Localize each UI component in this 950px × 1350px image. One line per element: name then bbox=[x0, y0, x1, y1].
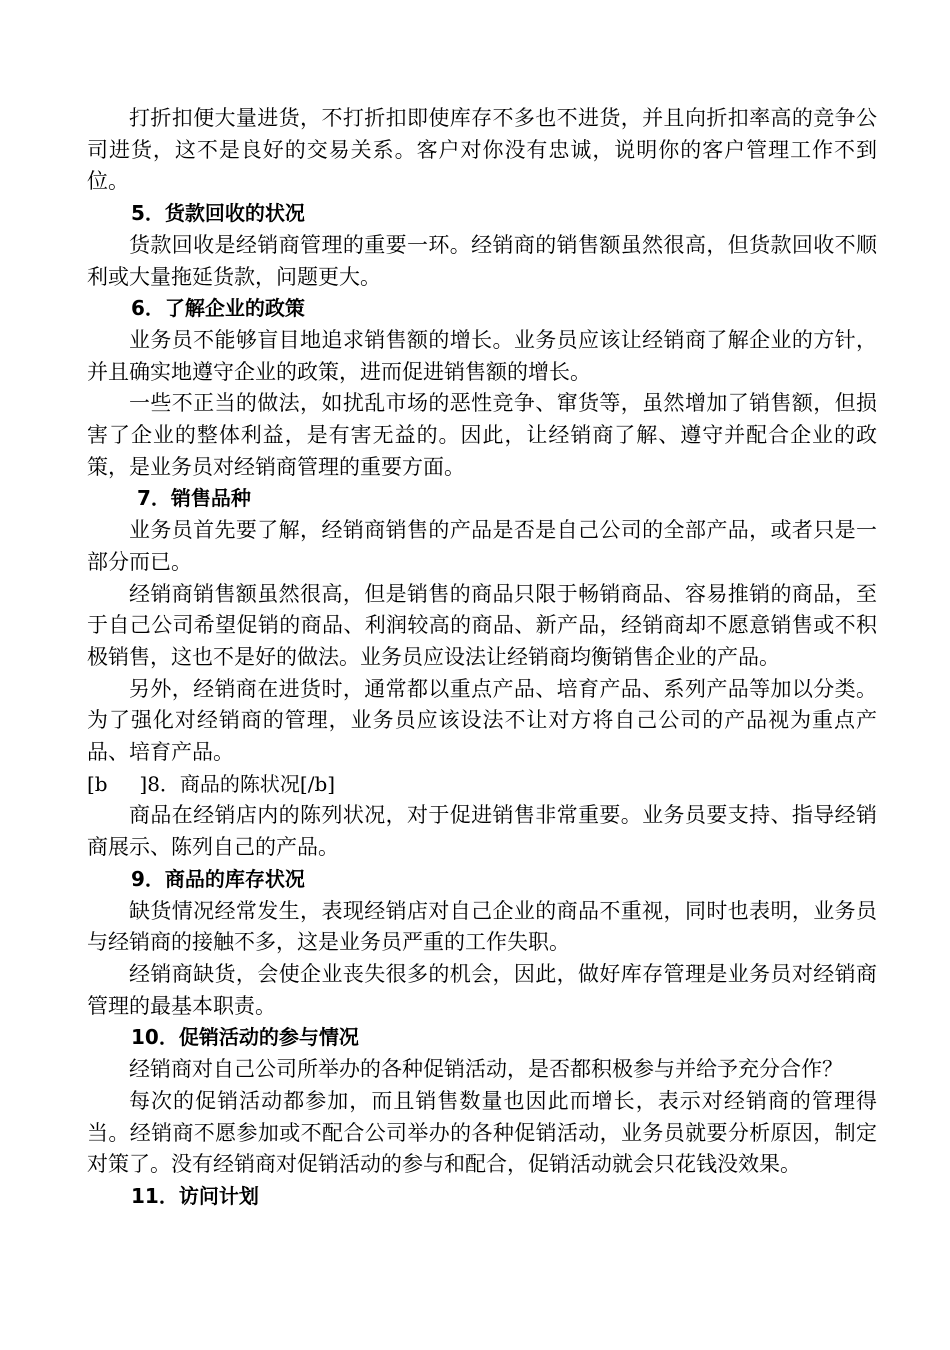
paragraph-sales-variety-1: 业务员首先要了解，经销商销售的产品是否是自己公司的全部产品，或者只是一部分而已。 bbox=[87, 518, 877, 574]
heading-visit-plan: 11．访问计划 bbox=[131, 1183, 259, 1208]
paragraph-company-policy-1: 业务员不能够盲目地追求销售额的增长。业务员应该让经销商了解企业的方针，并且确实地遵守企业的政策，进而促进销售额的增长。 bbox=[87, 327, 877, 384]
paragraph-sales-variety-3: 另外，经销商在进货时，通常都以重点产品、培育产品、系列产品等加以分类。为了强化对经销商的管理，业务员应该设法不让对方将自己公司的产品视为重点产品、培育产品。 bbox=[87, 676, 877, 765]
document-page bbox=[87, 103, 877, 1213]
heading-company-policy: 6．了解企业的政策 bbox=[131, 296, 305, 321]
heading-sales-variety: 7．销售品种 bbox=[137, 486, 251, 511]
heading-promotion-participation: 10．促销活动的参与情况 bbox=[131, 1025, 359, 1050]
heading-payment-collection: 5．货款回收的状况 bbox=[131, 201, 305, 226]
paragraph-company-policy-2: 一些不正当的做法，如扰乱市场的恶性竞争、窜货等，虽然增加了销售额，但损害了企业的整体利益，是有害无益的。因此，让经销商了解、遵守并配合企业的政策，是业务员对经销商管理的重要方面。 bbox=[87, 391, 877, 479]
paragraph-inventory-status-1: 缺货情况经常发生，表现经销店对自己企业的商品不重视，同时也表明，业务员与经销商的接触不多，这是业务员严重的工作失职。 bbox=[87, 898, 877, 955]
paragraph-discount-purchasing: 打折扣便大量进货，不打折扣即使库存不多也不进货，并且向折扣率高的竞争公司进货，这不是良好的交易关系。客户对你没有忠诚，说明你的客户管理工作不到位。 bbox=[87, 106, 877, 194]
paragraph-sales-variety-2: 经销商销售额虽然很高，但是销售的商品只限于畅销商品、容易推销的商品，至于自己公司希望促销的商品、利润较高的商品、新产品，经销商却不愿意销售或不积极销售，这也不是好的做法。业务员应设法让经销商均衡销售企业的产品。 bbox=[87, 581, 877, 669]
paragraph-promotion-participation-2: 每次的促销活动都参加，而且销售数量也因此而增长，表示对经销商的管理得当。经销商不愿参加或不配合公司举办的各种促销活动，业务员就要分析原因，制定对策了。没有经销商对促销活动的参与和配合，促销活动就会只花钱没效果。 bbox=[87, 1088, 877, 1177]
heading-inventory-status: 9．商品的库存状况 bbox=[131, 866, 305, 891]
paragraph-product-display: 商品在经销店内的陈列状况，对于促进销售非常重要。业务员要支持、指导经销商展示、陈列自己的产品。 bbox=[87, 803, 877, 860]
paragraph-inventory-status-2: 经销商缺货，会使企业丧失很多的机会，因此，做好库存管理是业务员对经销商管理的最基本职责。 bbox=[87, 961, 877, 1018]
paragraph-promotion-participation-1: 经销商对自己公司所举办的各种促销活动，是否都积极参与并给予充分合作？ bbox=[129, 1057, 843, 1082]
heading-product-display: [b ]8．商品的陈状况[/b] bbox=[87, 771, 336, 796]
paragraph-payment-collection: 货款回收是经销商管理的重要一环。经销商的销售额虽然很高，但货款回收不顺利或大量拖延货款，问题更大。 bbox=[87, 232, 877, 289]
